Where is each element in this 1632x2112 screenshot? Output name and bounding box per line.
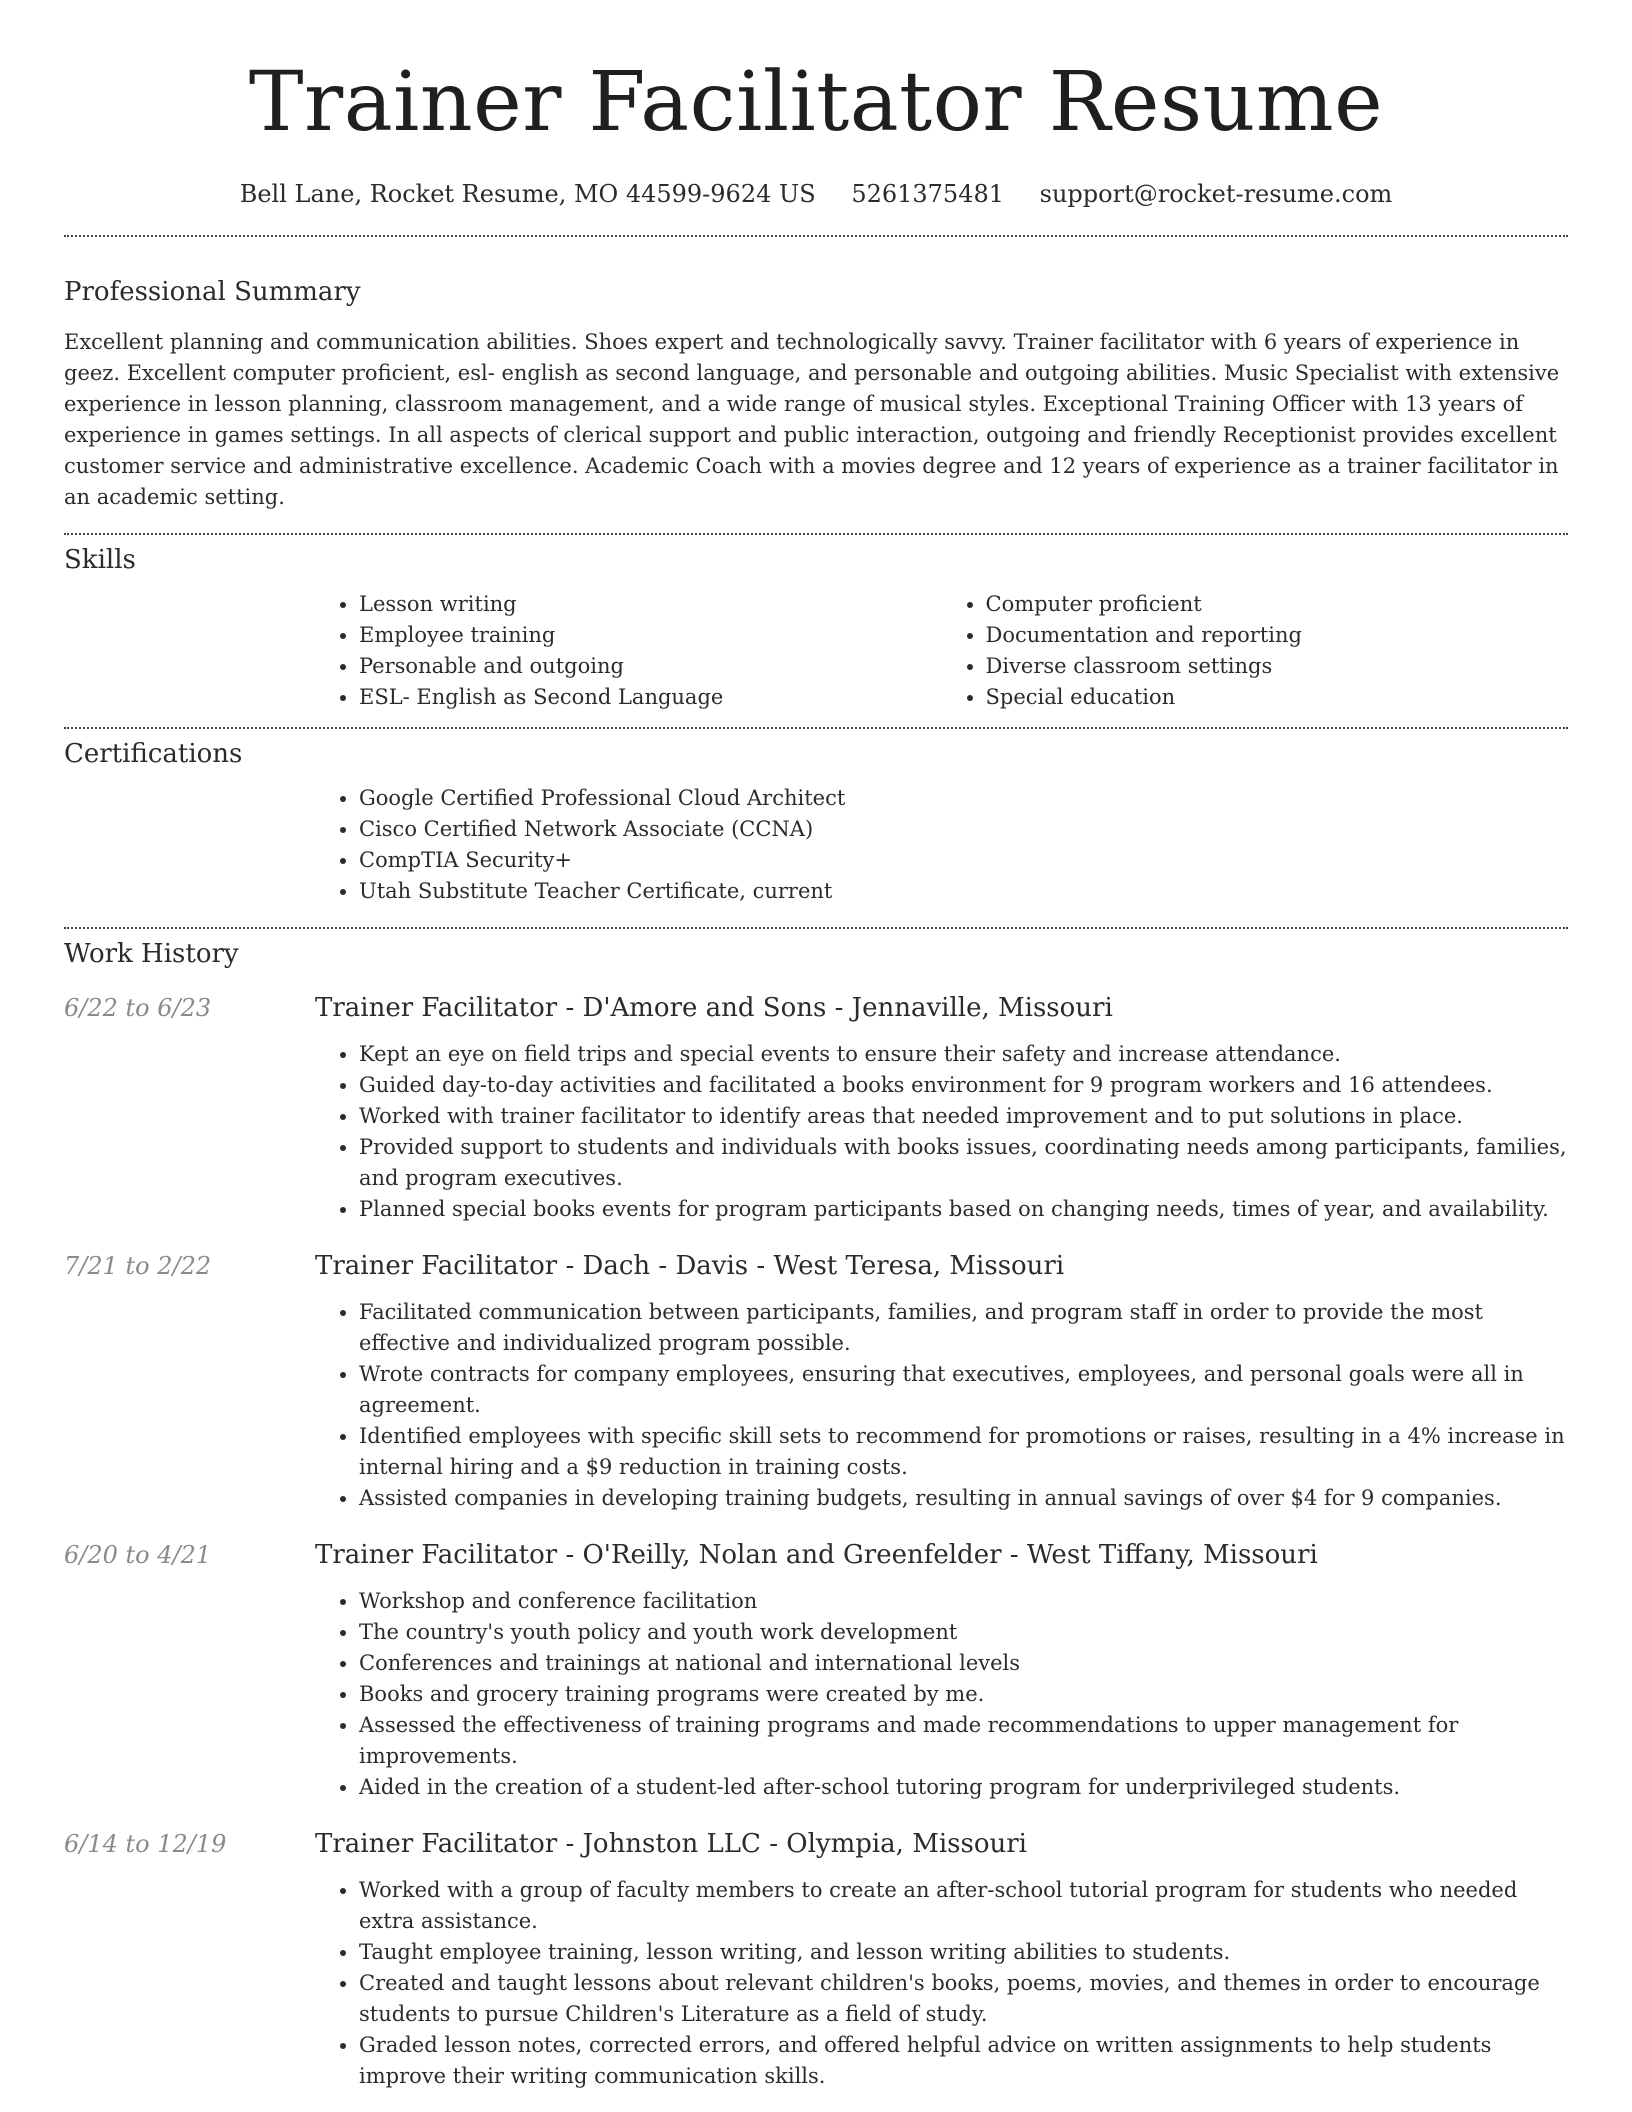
job-bullets	[315, 1039, 1568, 1225]
section-heading-work-history: Work History	[64, 939, 239, 970]
job-bullet: • Assisted companies in developing training budgets, resulting in annual savings of over $4 for 9 companies.	[359, 1483, 1568, 1514]
contact-address: Bell Lane, Rocket Resume, MO 44599-9624 US	[239, 180, 816, 209]
job-bullet: • Books and grocery training programs were created by me.	[359, 1679, 1568, 1710]
summary-text: Excellent planning and communication abilities. Shoes expert and technologically savvy. Trainer facilitator with 6 years of experience in geez. Excellent computer proficient, esl- english as second language, and personable and outgoing abilities. Music Specialist with extensive experience in lesson planning, classroom management, and a wide range of musical styles. Exceptional Training Officer with 13 years of experience in games settings. In all aspects of clerical support and public interaction, outgoing and friendly Receptionist provides excellent customer service and administrative excellence. Academic Coach with a movies degree and 12 years of experience as a trainer facilitator in an academic setting.	[64, 330, 1560, 510]
certification-item: • CompTIA Security+	[359, 845, 1568, 876]
skill-item: • Documentation and reporting	[986, 620, 1569, 651]
skill-item: • Diverse classroom settings	[986, 651, 1569, 682]
divider	[64, 235, 1568, 237]
resume-title: Trainer Facilitator Resume	[248, 55, 1384, 150]
skills-list	[315, 589, 1568, 713]
job-bullets	[315, 1875, 1568, 2092]
job-bullet: • Worked with trainer facilitator to identify areas that needed improvement and to put solutions in place.	[359, 1101, 1568, 1132]
job-bullet: • Planned special books events for program participants based on changing needs, times of year, and availability.	[359, 1194, 1568, 1225]
contact-line	[64, 180, 1568, 208]
skill-item: • Personable and outgoing	[359, 651, 942, 682]
job-dates: 6/22 to 6/23	[64, 994, 212, 1023]
job-bullet: • Graded lesson notes, corrected errors, and offered helpful advice on written assignments to help students improve their writing communication skills.	[359, 2030, 1568, 2092]
job-bullet: • Worked with a group of faculty members to create an after-school tutorial program for students who needed extra assistance.	[359, 1875, 1568, 1937]
skills-column-left	[315, 589, 942, 713]
job-dates: 6/14 to 12/19	[64, 1830, 227, 1859]
job-bullet: • Aided in the creation of a student-led after-school tutoring program for underprivileged students.	[359, 1772, 1568, 1803]
skill-item: • Lesson writing	[359, 589, 942, 620]
job-title: Trainer Facilitator - Dach - Davis - West Teresa, Missouri	[315, 1251, 1065, 1282]
job-bullet: • Created and taught lessons about relevant children's books, poems, movies, and themes in order to encourage students to pursue Children's Literature as a field of study.	[359, 1968, 1568, 2030]
job-bullet: • Assessed the effectiveness of training programs and made recommendations to upper management for improvements.	[359, 1710, 1568, 1772]
job-dates: 7/21 to 2/22	[64, 1252, 212, 1281]
skills-column-right	[942, 589, 1569, 713]
job-title: Trainer Facilitator - O'Reilly, Nolan and Greenfelder - West Tiffany, Missouri	[315, 1540, 1318, 1571]
job-title: Trainer Facilitator - D'Amore and Sons - Jennaville, Missouri	[315, 993, 1113, 1024]
skill-item: • ESL- English as Second Language	[359, 682, 942, 713]
job-dates: 6/20 to 4/21	[64, 1541, 212, 1570]
job-title: Trainer Facilitator - Johnston LLC - Olympia, Missouri	[315, 1829, 1027, 1860]
job-bullet: • The country's youth policy and youth work development	[359, 1617, 1568, 1648]
resume-page	[64, 0, 1568, 2092]
certification-item: • Utah Substitute Teacher Certificate, current	[359, 876, 1568, 907]
contact-email: support@rocket-resume.com	[1039, 180, 1393, 209]
certification-item: • Google Certified Professional Cloud Architect	[359, 783, 1568, 814]
job-bullet: • Facilitated communication between participants, families, and program staff in order to provide the most effective and individualized program possible.	[359, 1297, 1568, 1359]
contact-phone: 5261375481	[851, 180, 1005, 209]
job-header	[64, 1251, 1568, 1281]
skill-item: • Special education	[986, 682, 1569, 713]
job-bullet: • Identified employees with specific skill sets to recommend for promotions or raises, resulting in a 4% increase in internal hiring and a $9 reduction in training costs.	[359, 1421, 1568, 1483]
skill-item: • Employee training	[359, 620, 942, 651]
job-bullet: • Wrote contracts for company employees, ensuring that executives, employees, and personal goals were all in agreement.	[359, 1359, 1568, 1421]
job-bullet: • Kept an eye on field trips and special events to ensure their safety and increase attendance.	[359, 1039, 1568, 1070]
job-header	[64, 993, 1568, 1023]
job-bullet: • Conferences and trainings at national and international levels	[359, 1648, 1568, 1679]
certification-item: • Cisco Certified Network Associate (CCNA)	[359, 814, 1568, 845]
job-bullet: • Taught employee training, lesson writing, and lesson writing abilities to students.	[359, 1937, 1568, 1968]
section-heading-skills: Skills	[64, 545, 136, 576]
divider	[64, 533, 1568, 535]
job-bullet: • Guided day-to-day activities and facilitated a books environment for 9 program workers and 16 attendees.	[359, 1070, 1568, 1101]
job-bullets	[315, 1297, 1568, 1514]
divider	[64, 927, 1568, 929]
section-heading-certifications: Certifications	[64, 739, 243, 770]
skill-item: • Computer proficient	[986, 589, 1569, 620]
job-bullets	[315, 1586, 1568, 1803]
certifications-list	[315, 783, 1568, 907]
section-heading-summary: Professional Summary	[64, 277, 361, 308]
divider	[64, 727, 1568, 729]
job-bullet: • Workshop and conference facilitation	[359, 1586, 1568, 1617]
job-header	[64, 1540, 1568, 1570]
job-bullet: • Provided support to students and individuals with books issues, coordinating needs among participants, families, and program executives.	[359, 1132, 1568, 1194]
job-header	[64, 1829, 1568, 1859]
